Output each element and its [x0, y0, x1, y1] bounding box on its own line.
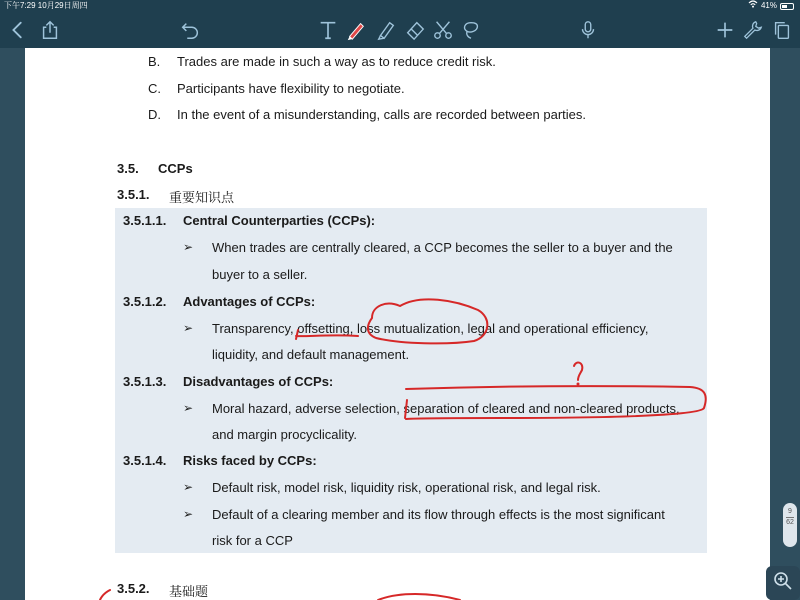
item-3-5-1-1-bullet-line2: buyer to a seller.: [212, 267, 308, 282]
section-3-5-2-number: 3.5.2.: [117, 581, 150, 596]
wifi-icon: [748, 0, 758, 12]
item-3-5-1-1-number: 3.5.1.1.: [123, 213, 167, 228]
bullet-arrow-icon: ➢: [183, 401, 194, 415]
add-page-icon[interactable]: [713, 18, 737, 42]
undo-icon[interactable]: [178, 18, 202, 42]
page-current: 9: [788, 508, 792, 515]
option-b-text: Trades are made in such a way as to reduce credit risk.: [177, 54, 496, 69]
section-3-5-title: CCPs: [158, 161, 193, 176]
battery-icon: [780, 3, 794, 10]
item-3-5-1-4-bullet1: Default risk, model risk, liquidity risk, operational risk, and legal risk.: [212, 480, 601, 495]
share-icon[interactable]: [38, 18, 62, 42]
option-d-letter: D.: [148, 107, 161, 122]
bullet-arrow-icon: ➢: [183, 321, 194, 335]
item-3-5-1-3-bullet-line1: Moral hazard, adverse selection, separation of cleared and non-cleared products,: [212, 401, 680, 416]
item-3-5-1-3-bullet-line2: and margin procyclicality.: [212, 427, 357, 442]
option-d-text: In the event of a misunderstanding, calls are recorded between parties.: [177, 107, 587, 122]
section-3-5-1-title: 重要知识点: [169, 190, 235, 205]
highlighter-icon[interactable]: [374, 18, 398, 42]
battery-percent: 41%: [760, 1, 777, 10]
back-icon[interactable]: [6, 18, 30, 42]
item-3-5-1-4-bullet2-line2: risk for a CCP: [212, 533, 293, 548]
zoom-icon: [773, 571, 793, 596]
status-right: [748, 0, 794, 12]
item-3-5-1-4-number: 3.5.1.4.: [123, 453, 167, 468]
zoom-button[interactable]: [766, 566, 800, 600]
page-total: 62: [786, 519, 794, 526]
scissors-icon[interactable]: [431, 18, 455, 42]
item-3-5-1-4-title: Risks faced by CCPs:: [183, 453, 317, 468]
eraser-icon[interactable]: [403, 18, 427, 42]
item-3-5-1-3-title: Disadvantages of CCPs:: [183, 374, 334, 389]
bullet-arrow-icon: ➢: [183, 480, 194, 494]
bullet-arrow-icon: ➢: [183, 507, 194, 521]
microphone-icon[interactable]: [576, 18, 600, 42]
item-3-5-1-2-number: 3.5.1.2.: [123, 294, 167, 309]
document-page[interactable]: [25, 48, 770, 600]
option-b-letter: B.: [148, 54, 161, 69]
section-3-5-1-number: 3.5.1.: [117, 187, 150, 202]
status-time-date: 下午7:29 10月29日周四: [4, 1, 88, 10]
option-c-letter: C.: [148, 81, 161, 96]
item-3-5-1-2-bullet-line2: liquidity, and default management.: [212, 347, 410, 362]
pen-icon[interactable]: [344, 18, 368, 42]
section-3-5-number: 3.5.: [117, 161, 139, 176]
item-3-5-1-1-bullet-line1: When trades are centrally cleared, a CCP becomes the seller to a buyer and the: [212, 240, 673, 255]
item-3-5-1-4-bullet2-line1: Default of a clearing member and its flow through effects is the most significant: [212, 507, 665, 522]
status-bar: [0, 0, 800, 12]
copy-icon[interactable]: [770, 18, 794, 42]
toolbar: [0, 12, 800, 48]
bullet-arrow-icon: ➢: [183, 240, 194, 254]
lasso-icon[interactable]: [459, 18, 483, 42]
item-3-5-1-2-title: Advantages of CCPs:: [183, 294, 316, 309]
wrench-icon[interactable]: [741, 18, 765, 42]
page-indicator[interactable]: [783, 503, 797, 547]
item-3-5-1-3-number: 3.5.1.3.: [123, 374, 167, 389]
page-divider: [786, 517, 794, 518]
item-3-5-1-1-title: Central Counterparties (CCPs):: [183, 213, 376, 228]
text-tool-icon[interactable]: [316, 18, 340, 42]
item-3-5-1-2-bullet-line1: Transparency, offsetting, loss mutualization, legal and operational efficiency,: [212, 321, 649, 336]
option-c-text: Participants have flexibility to negotiate.: [177, 81, 405, 96]
section-3-5-2-title: 基础题: [169, 584, 209, 599]
